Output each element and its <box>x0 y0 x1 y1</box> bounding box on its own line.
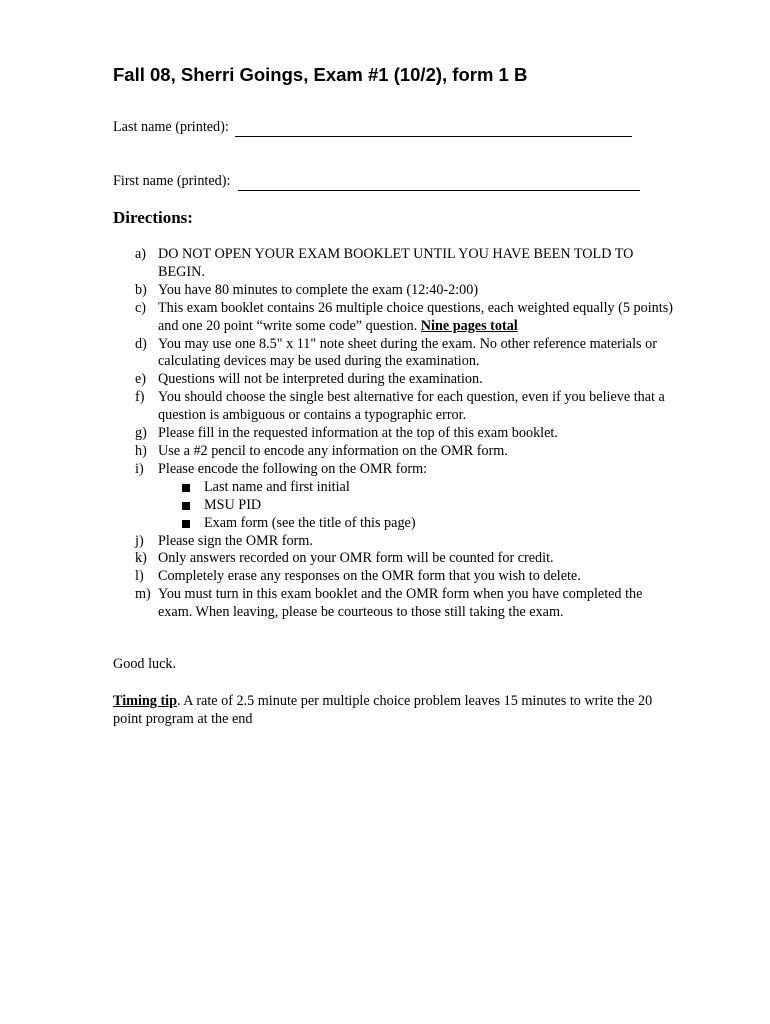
timing-tip <box>113 692 658 728</box>
square-bullet-icon <box>182 484 190 492</box>
direction-marker: g) <box>135 425 147 442</box>
last-name-label: Last name (printed): <box>113 119 229 135</box>
direction-marker: i) <box>135 460 144 477</box>
last-name-write-line <box>235 136 632 137</box>
direction-text: Only answers recorded on your OMR form will be counted for credit. <box>158 550 554 567</box>
direction-item <box>113 389 673 425</box>
direction-marker: b) <box>135 281 147 298</box>
omr-item <box>158 515 673 533</box>
first-name-write-line <box>238 190 640 191</box>
direction-item <box>113 336 673 372</box>
direction-text: You should choose the single best alternative for each question, even if you believe that a question is ambiguous or contains a typographic error. <box>158 389 665 424</box>
direction-marker: c) <box>135 299 147 316</box>
direction-text: You may use one 8.5" x 11" note sheet during the exam. No other reference materials or calculating devices may be used during the examination. <box>158 335 657 370</box>
last-name-field <box>113 119 229 136</box>
direction-item <box>113 461 673 533</box>
omr-item <box>158 479 673 497</box>
direction-marker: j) <box>135 532 144 549</box>
direction-text: Please fill in the requested information at the top of this exam booklet. <box>158 425 558 442</box>
omr-encoding-list <box>158 479 673 533</box>
directions-list <box>113 246 673 622</box>
direction-marker: e) <box>135 371 147 388</box>
good-luck-text: Good luck. <box>113 656 177 672</box>
direction-marker: l) <box>135 568 144 585</box>
direction-marker: d) <box>135 335 147 352</box>
omr-item-text: MSU PID <box>204 496 262 513</box>
first-name-field <box>113 173 230 190</box>
direction-marker: f) <box>135 389 145 406</box>
direction-text: Please encode the following on the OMR form: <box>158 460 428 477</box>
direction-marker: m) <box>135 586 151 603</box>
direction-text: This exam booklet contains 26 multiple choice questions, each weighted equally (5 points) and one 20 point “write some code” question. <box>158 299 673 334</box>
direction-marker: h) <box>135 442 147 459</box>
direction-item <box>113 282 673 300</box>
direction-text: Use a #2 pencil to encode any information on the OMR form. <box>158 442 508 459</box>
square-bullet-icon <box>182 520 190 528</box>
direction-item <box>113 443 673 461</box>
directions-heading: Directions: <box>113 208 193 227</box>
timing-tip-text: . A rate of 2.5 minute per multiple choice problem leaves 15 minutes to write the 20 point program at the end <box>113 693 653 727</box>
omr-item <box>158 497 673 515</box>
direction-text: DO NOT OPEN YOUR EXAM BOOKLET UNTIL YOU HAVE BEEN TOLD TO BEGIN. <box>158 246 634 280</box>
direction-text: Questions will not be interpreted during the examination. <box>158 371 483 388</box>
exam-title: Fall 08, Sherri Goings, Exam #1 (10/2), form 1 B <box>113 64 528 85</box>
direction-text: Please sign the OMR form. <box>158 532 313 549</box>
direction-item <box>113 586 673 622</box>
direction-item <box>113 246 673 282</box>
direction-item <box>113 568 673 586</box>
page-count-emphasis: Nine pages total <box>420 317 518 334</box>
direction-item <box>113 300 673 336</box>
direction-marker: a) <box>135 246 147 262</box>
omr-item-text: Exam form (see the title of this page) <box>204 514 416 531</box>
direction-item <box>113 371 673 389</box>
direction-text: You have 80 minutes to complete the exam (12:40-2:00) <box>158 281 479 298</box>
square-bullet-icon <box>182 502 190 510</box>
direction-text: You must turn in this exam booklet and the OMR form when you have completed the exam. When leaving, please be courteous to those still taking the exam. <box>158 586 643 621</box>
first-name-label: First name (printed): <box>113 173 231 189</box>
direction-item <box>113 425 673 443</box>
timing-tip-label: Timing tip <box>113 693 177 709</box>
direction-text: Completely erase any responses on the OMR form that you wish to delete. <box>158 568 581 585</box>
direction-item <box>113 550 673 568</box>
omr-item-text: Last name and first initial <box>204 478 350 495</box>
direction-marker: k) <box>135 550 147 567</box>
direction-item <box>113 533 673 551</box>
